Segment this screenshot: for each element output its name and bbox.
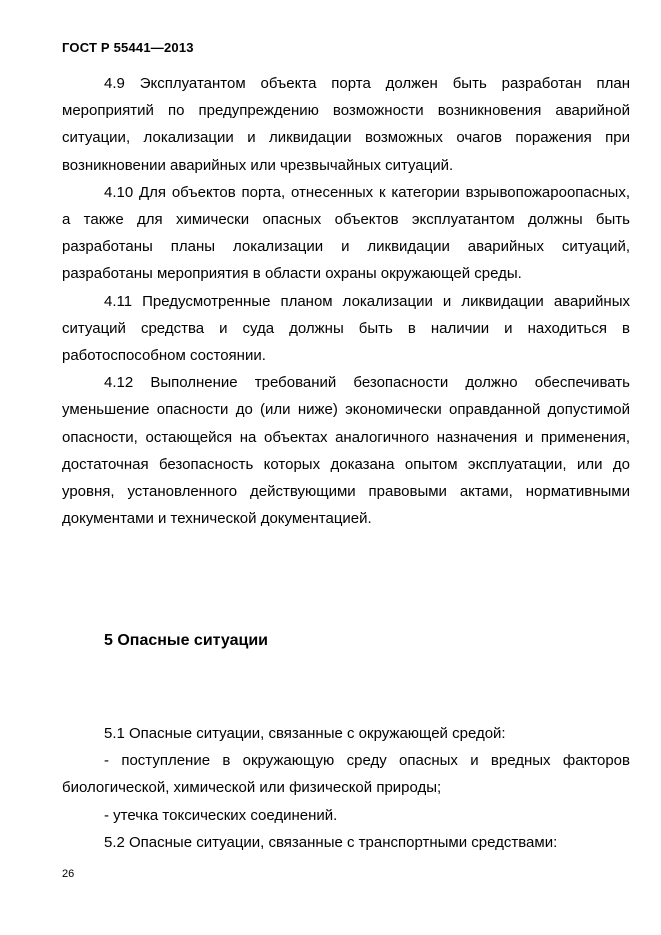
paragraph-4-11: 4.11 Предусмотренные планом локализации и ликвидации аварийных ситуаций средства и суда должны быть в наличии и находиться в работоспособном состоянии.	[62, 292, 630, 365]
paragraph-5-1: 5.1 Опасные ситуации, связанные с окружающей средой:	[104, 725, 506, 742]
section-5-heading: 5 Опасные ситуации	[104, 632, 268, 649]
paragraph-4-12: 4.12 Выполнение требований безопасности должно обеспечивать уменьшение опасности до (или ниже) экономически оправданной допустимой опасности, остающейся на объектах аналогичного назначения и применения, достаточная безопасность которых доказана опытом эксплуатации, или до уровня, установленного действующими правовыми актами, нормативными документами и технической документацией.	[62, 374, 630, 528]
paragraph-5-2: 5.2 Опасные ситуации, связанные с транспортными средствами:	[104, 833, 558, 851]
list-item: - утечка токсических соединений.	[104, 806, 338, 824]
paragraph-4-10: 4.10 Для объектов порта, отнесенных к категории взрывопожароопасных, а также для химически опасных объектов эксплуатантом должны быть разработаны планы локализации и ликвидации аварийных ситуаций, разработаны мероприятия в области охраны окружающей среды.	[62, 183, 630, 283]
document-header: ГОСТ Р 55441—2013	[62, 40, 194, 55]
section-5-body	[62, 720, 630, 856]
list-item: - поступление в окружающую среду опасных и вредных факторов биологической, химической или физической природы;	[62, 752, 630, 797]
paragraph-4-9: 4.9 Эксплуатантом объекта порта должен быть разработан план мероприятий по предупреждению возможности возникновения аварийной ситуации, локализации и ликвидации возможных очагов поражения при возникновении аварийных или чрезвычайных ситуаций.	[62, 75, 630, 174]
page-number: 26	[62, 868, 75, 880]
section-4-body	[62, 70, 630, 532]
